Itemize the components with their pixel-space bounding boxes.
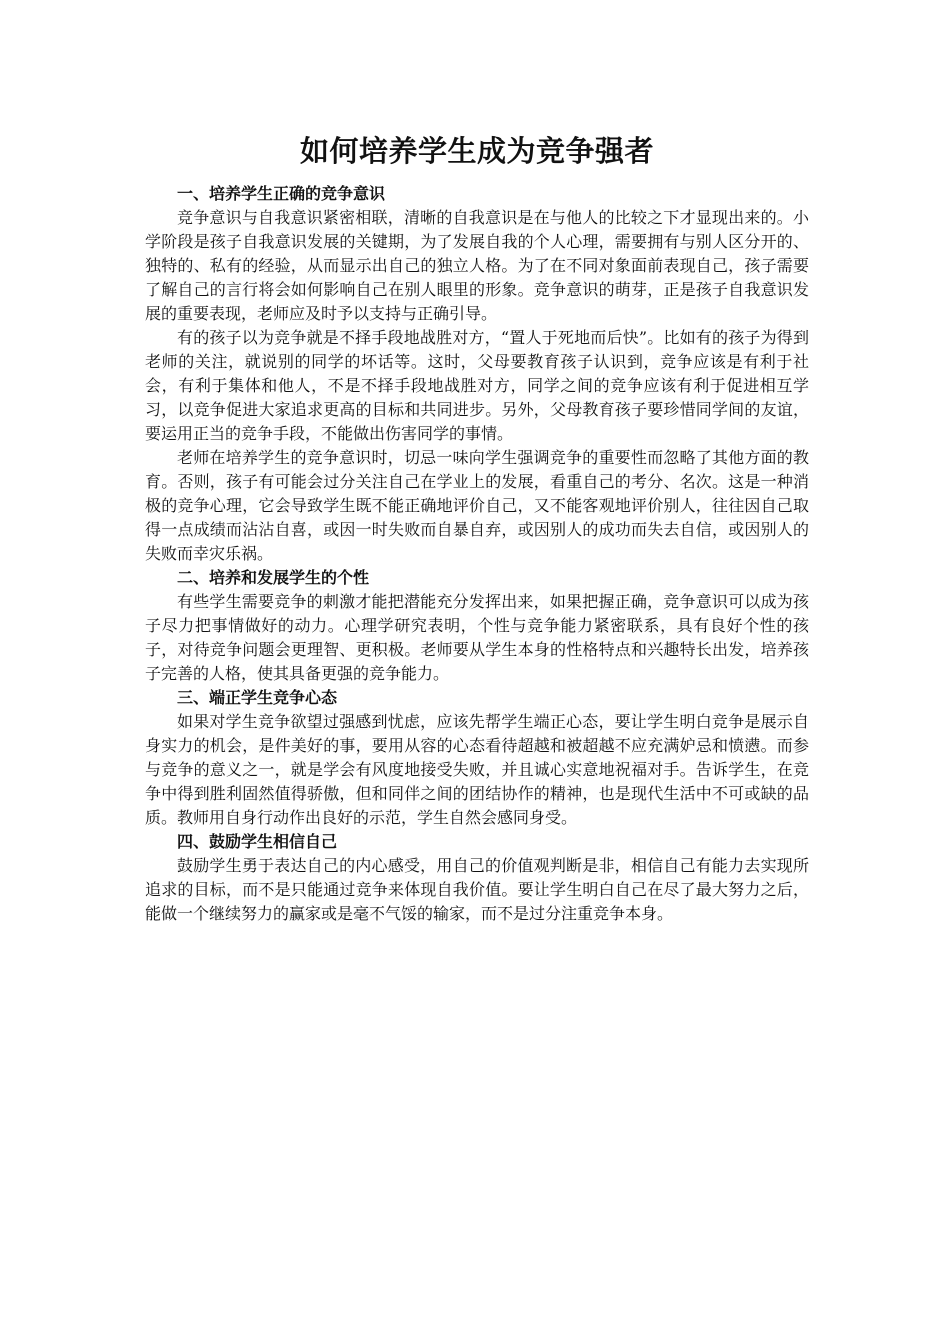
section-2-heading: 二、培养和发展学生的个性 xyxy=(177,568,370,587)
section-4-heading: 四、鼓励学生相信自己 xyxy=(177,832,338,851)
section-1-heading: 一、培养学生正确的竞争意识 xyxy=(177,184,386,203)
section-2-paragraph-1: 有些学生需要竞争的刺激才能把潜能充分发挥出来，如果把握正确，竞争意识可以成为孩子尽力把事情做好的动力。心理学研究表明，个性与竞争能力紧密联系，具有良好个性的孩子，对待竞争问题会更理智、更积极。老师要从学生本身的性格特点和兴趣特长出发，培养孩子完善的人格，使其具备更强的竞争能力。 xyxy=(145,592,809,683)
document-title: 如何培养学生成为竞争强者 xyxy=(299,134,654,168)
section-1-paragraph-3: 老师在培养学生的竞争意识时，切忌一味向学生强调竞争的重要性而忽略了其他方面的教育。否则，孩子有可能会过分关注自己在学业上的发展，看重自己的考分、名次。这是一种消极的竞争心理，它会导致学生既不能正确地评价自己，又不能客观地评价别人，往往因自己取得一点成绩而沾沾自喜，或因一时失败而自暴自弃，或因别人的成功而失去自信，或因别人的失败而幸灾乐祸。 xyxy=(145,448,809,563)
section-3-paragraph-1: 如果对学生竞争欲望过强感到忧虑，应该先帮学生端正心态，要让学生明白竞争是展示自身实力的机会，是件美好的事，要用从容的心态看待超越和被超越不应充满妒忌和愤懑。而参与竞争的意义之一，就是学会有风度地接受失败，并且诚心实意地祝福对手。告诉学生，在竞争中得到胜利固然值得骄傲，但和同伴之间的团结协作的精神，也是现代生活中不可或缺的品质。教师用自身行动作出良好的示范，学生自然会感同身受。 xyxy=(145,712,809,827)
section-4-paragraph-1: 鼓励学生勇于表达自己的内心感受，用自己的价值观判断是非，相信自己有能力去实现所追求的目标，而不是只能通过竞争来体现自我价值。要让学生明白自己在尽了最大努力之后，能做一个继续努力的赢家或是毫不气馁的输家，而不是过分注重竞争本身。 xyxy=(145,856,809,923)
section-3-heading: 三、端正学生竞争心态 xyxy=(177,688,338,707)
document-page xyxy=(145,128,809,926)
section-1-paragraph-1: 竞争意识与自我意识紧密相联，清晰的自我意识是在与他人的比较之下才显现出来的。小学阶段是孩子自我意识发展的关键期，为了发展自我的个人心理，需要拥有与别人区分开的、独特的、私有的经验，从而显示出自己的独立人格。为了在不同对象面前表现自己，孩子需要了解自己的言行将会如何影响自己在别人眼里的形象。竞争意识的萌芽，正是孩子自我意识发展的重要表现，老师应及时予以支持与正确引导。 xyxy=(145,208,809,323)
section-1-paragraph-2: 有的孩子以为竞争就是不择手段地战胜对方，“置人于死地而后快”。比如有的孩子为得到老师的关注，就说别的同学的坏话等。这时，父母要教育孩子认识到，竞争应该是有利于社会，有利于集体和他人，不是不择手段地战胜对方，同学之间的竞争应该有利于促进相互学习，以竞争促进大家追求更高的目标和共同进步。另外，父母教育孩子要珍惜同学间的友谊，要运用正当的竞争手段，不能做出伤害同学的事情。 xyxy=(145,328,809,443)
